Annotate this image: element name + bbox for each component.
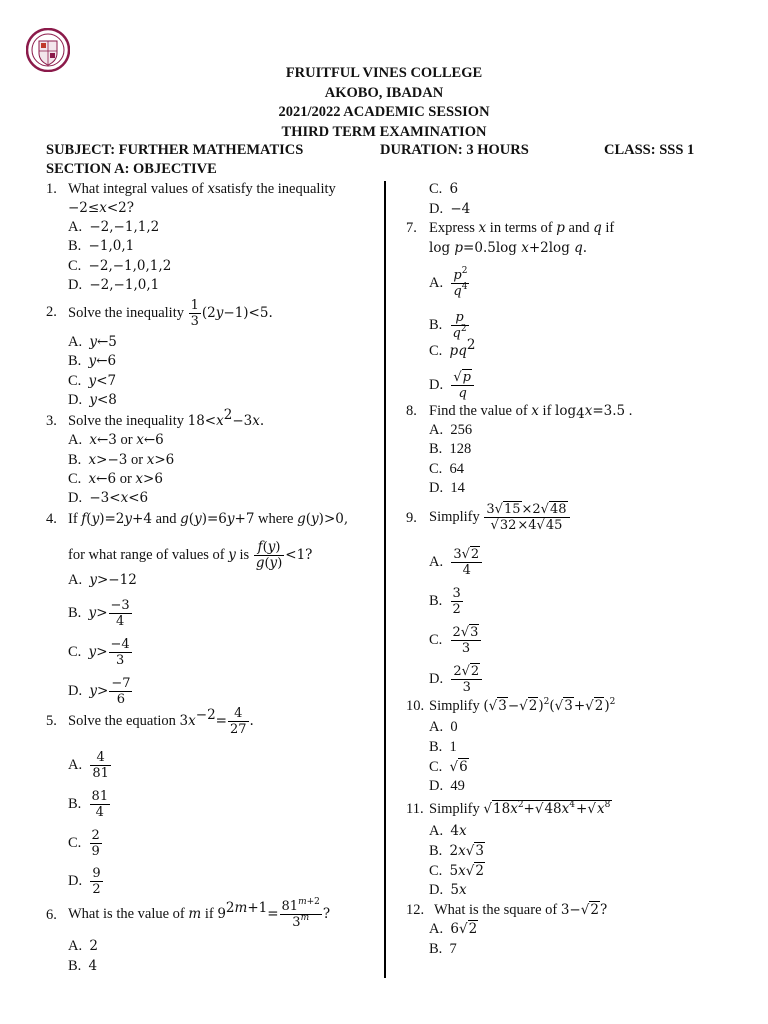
question-5: 5. Solve the equation $3x^{-2}=$ $\frac{4}{27}$ . xyxy=(46,706,254,737)
q9-option-c[interactable]: C. $\frac{2√3}{3}$ xyxy=(429,625,482,656)
q10-option-b[interactable]: B. 1 xyxy=(429,739,457,755)
q8-option-d[interactable]: D. 14 xyxy=(429,480,465,496)
q2-option-a[interactable]: A. y←5 xyxy=(68,334,117,350)
q6-option-a[interactable]: A. 2 xyxy=(68,938,98,954)
q5-option-d[interactable]: D. $\frac{9}{2}$ xyxy=(68,866,101,897)
q6-option-b[interactable]: B. 4 xyxy=(68,958,98,974)
subject-label: SUBJECT: FURTHER MATHEMATICS xyxy=(46,142,304,158)
q11-option-a[interactable]: A. 4x xyxy=(429,823,467,839)
question-11: 11. Simplify $√18x^2+√48x^4+√x^8$ xyxy=(406,800,611,817)
duration-label: DURATION: 3 HOURS xyxy=(380,142,529,158)
q12-option-b[interactable]: B. 7 xyxy=(429,941,457,957)
q4-option-a[interactable]: A. y>−12 xyxy=(68,572,137,588)
q7-option-c[interactable]: C. $pq^2$ xyxy=(429,337,476,359)
exam-title: THIRD TERM EXAMINATION xyxy=(281,123,487,140)
question-9: 9. Simplify $\frac{3√15\times 2√48}{√32\times 4√45}$ xyxy=(406,509,417,527)
q4-option-d[interactable]: D. y> $\frac{-7}{6}$ xyxy=(68,676,131,707)
q7-option-b[interactable]: B. $\frac{p}{q^2}$ xyxy=(429,310,467,341)
q6-option-d[interactable]: D. −4 xyxy=(429,201,471,217)
q11-option-d[interactable]: D. 5x xyxy=(429,882,467,898)
q3-option-d[interactable]: D. −3<x<6 xyxy=(68,490,149,506)
q2-option-c[interactable]: C. y<7 xyxy=(68,373,117,389)
academic-session: 2021/2022 ACADEMIC SESSION xyxy=(278,104,490,120)
exam-header xyxy=(0,64,768,142)
q8-option-a[interactable]: A. 256 xyxy=(429,422,473,438)
q9-option-d[interactable]: D. $\frac{2√2}{3}$ xyxy=(429,664,483,695)
college-location: AKOBO, IBADAN xyxy=(324,84,444,101)
q5-option-a[interactable]: A. $\frac{4}{81}$ xyxy=(68,750,109,781)
q1-option-c[interactable]: C. −2,−1,0,1,2 xyxy=(68,258,172,274)
question-10: 10. Simplify $(√3-√2)^2(√3+√2)^2$ xyxy=(406,697,616,714)
q5-option-b[interactable]: B. $\frac{81}{4}$ xyxy=(68,789,109,820)
q10-option-d[interactable]: D. 49 xyxy=(429,778,465,794)
q1-option-a[interactable]: A. −2,−1,1,2 xyxy=(68,219,160,235)
question-1: 1. What integral values of xsatisfy the inequality xyxy=(46,181,336,197)
q2-option-d[interactable]: D. y<8 xyxy=(68,392,117,408)
question-7: 7. Express x in terms of p and q if xyxy=(406,220,615,236)
q3-option-b[interactable]: B. x>−3 or x>6 xyxy=(68,452,175,468)
question-1-inequality: −2≤x<2? xyxy=(68,200,134,216)
question-3: 3. Solve the inequality $18<x^2-3x$. xyxy=(46,407,265,429)
question-8: 8. Find the value of x if $\log_4x=3.5$ . xyxy=(406,403,633,422)
section-title: SECTION A: OBJECTIVE xyxy=(46,161,217,177)
q2-option-b[interactable]: B. y←6 xyxy=(68,353,117,369)
q11-option-b[interactable]: B. 2x√3 xyxy=(429,843,484,859)
q6-option-c[interactable]: C. 6 xyxy=(429,181,459,197)
q10-option-a[interactable]: A. 0 xyxy=(429,719,458,735)
q7-option-a[interactable]: A. $\frac{p^2}{q^4}$ xyxy=(429,266,468,299)
q8-option-b[interactable]: B. 128 xyxy=(429,441,472,457)
q9-option-a[interactable]: A. $\frac{3√2}{4}$ xyxy=(429,547,483,578)
q7-option-d[interactable]: D. $\frac{√p}{q}$ xyxy=(429,370,475,401)
question-12: 12. What is the square of 3−√2? xyxy=(406,902,608,918)
question-4-line2: for what range of values of y is $\frac{f(y)}{g(y)}$ <1? xyxy=(68,539,313,571)
q4-option-b[interactable]: B. y> $\frac{-3}{4}$ xyxy=(68,598,130,629)
q11-option-c[interactable]: C. 5x√2 xyxy=(429,863,484,879)
q3-option-c[interactable]: C. x←6 or x>6 xyxy=(68,471,163,487)
class-label: CLASS: SSS 1 xyxy=(604,142,695,158)
q10-option-c[interactable]: C. √6 xyxy=(429,759,468,775)
question-2: 2. Solve the inequality $\frac{1}{3}$ (2y−1)<5. xyxy=(46,298,273,329)
question-7-equation: log p=0.5log x+2log q. xyxy=(429,240,588,256)
q9-option-b[interactable]: B. $\frac{3}{2}$ xyxy=(429,586,461,617)
q4-option-c[interactable]: C. y> $\frac{-4}{3}$ xyxy=(68,637,130,668)
question-6: 6. What is the value of m if $9^{2m+1}=$ $\frac{81^{m+2}}{3^m}$ ? xyxy=(46,897,331,930)
q8-option-c[interactable]: C. 64 xyxy=(429,461,465,477)
q3-option-a[interactable]: A. x←3 or x←6 xyxy=(68,432,164,448)
q1-option-b[interactable]: B. −1,0,1 xyxy=(68,238,135,254)
q1-option-d[interactable]: D. −2,−1,0,1 xyxy=(68,277,160,293)
question-4: 4. If f(y)=2y+4 and g(y)=6y+7 where g(y)>0, xyxy=(46,511,349,527)
q5-option-c[interactable]: C. $\frac{2}{9}$ xyxy=(68,828,100,859)
college-name: FRUITFUL VINES COLLEGE xyxy=(285,65,483,81)
q12-option-a[interactable]: A. 6√2 xyxy=(429,921,478,937)
column-divider xyxy=(384,181,386,978)
